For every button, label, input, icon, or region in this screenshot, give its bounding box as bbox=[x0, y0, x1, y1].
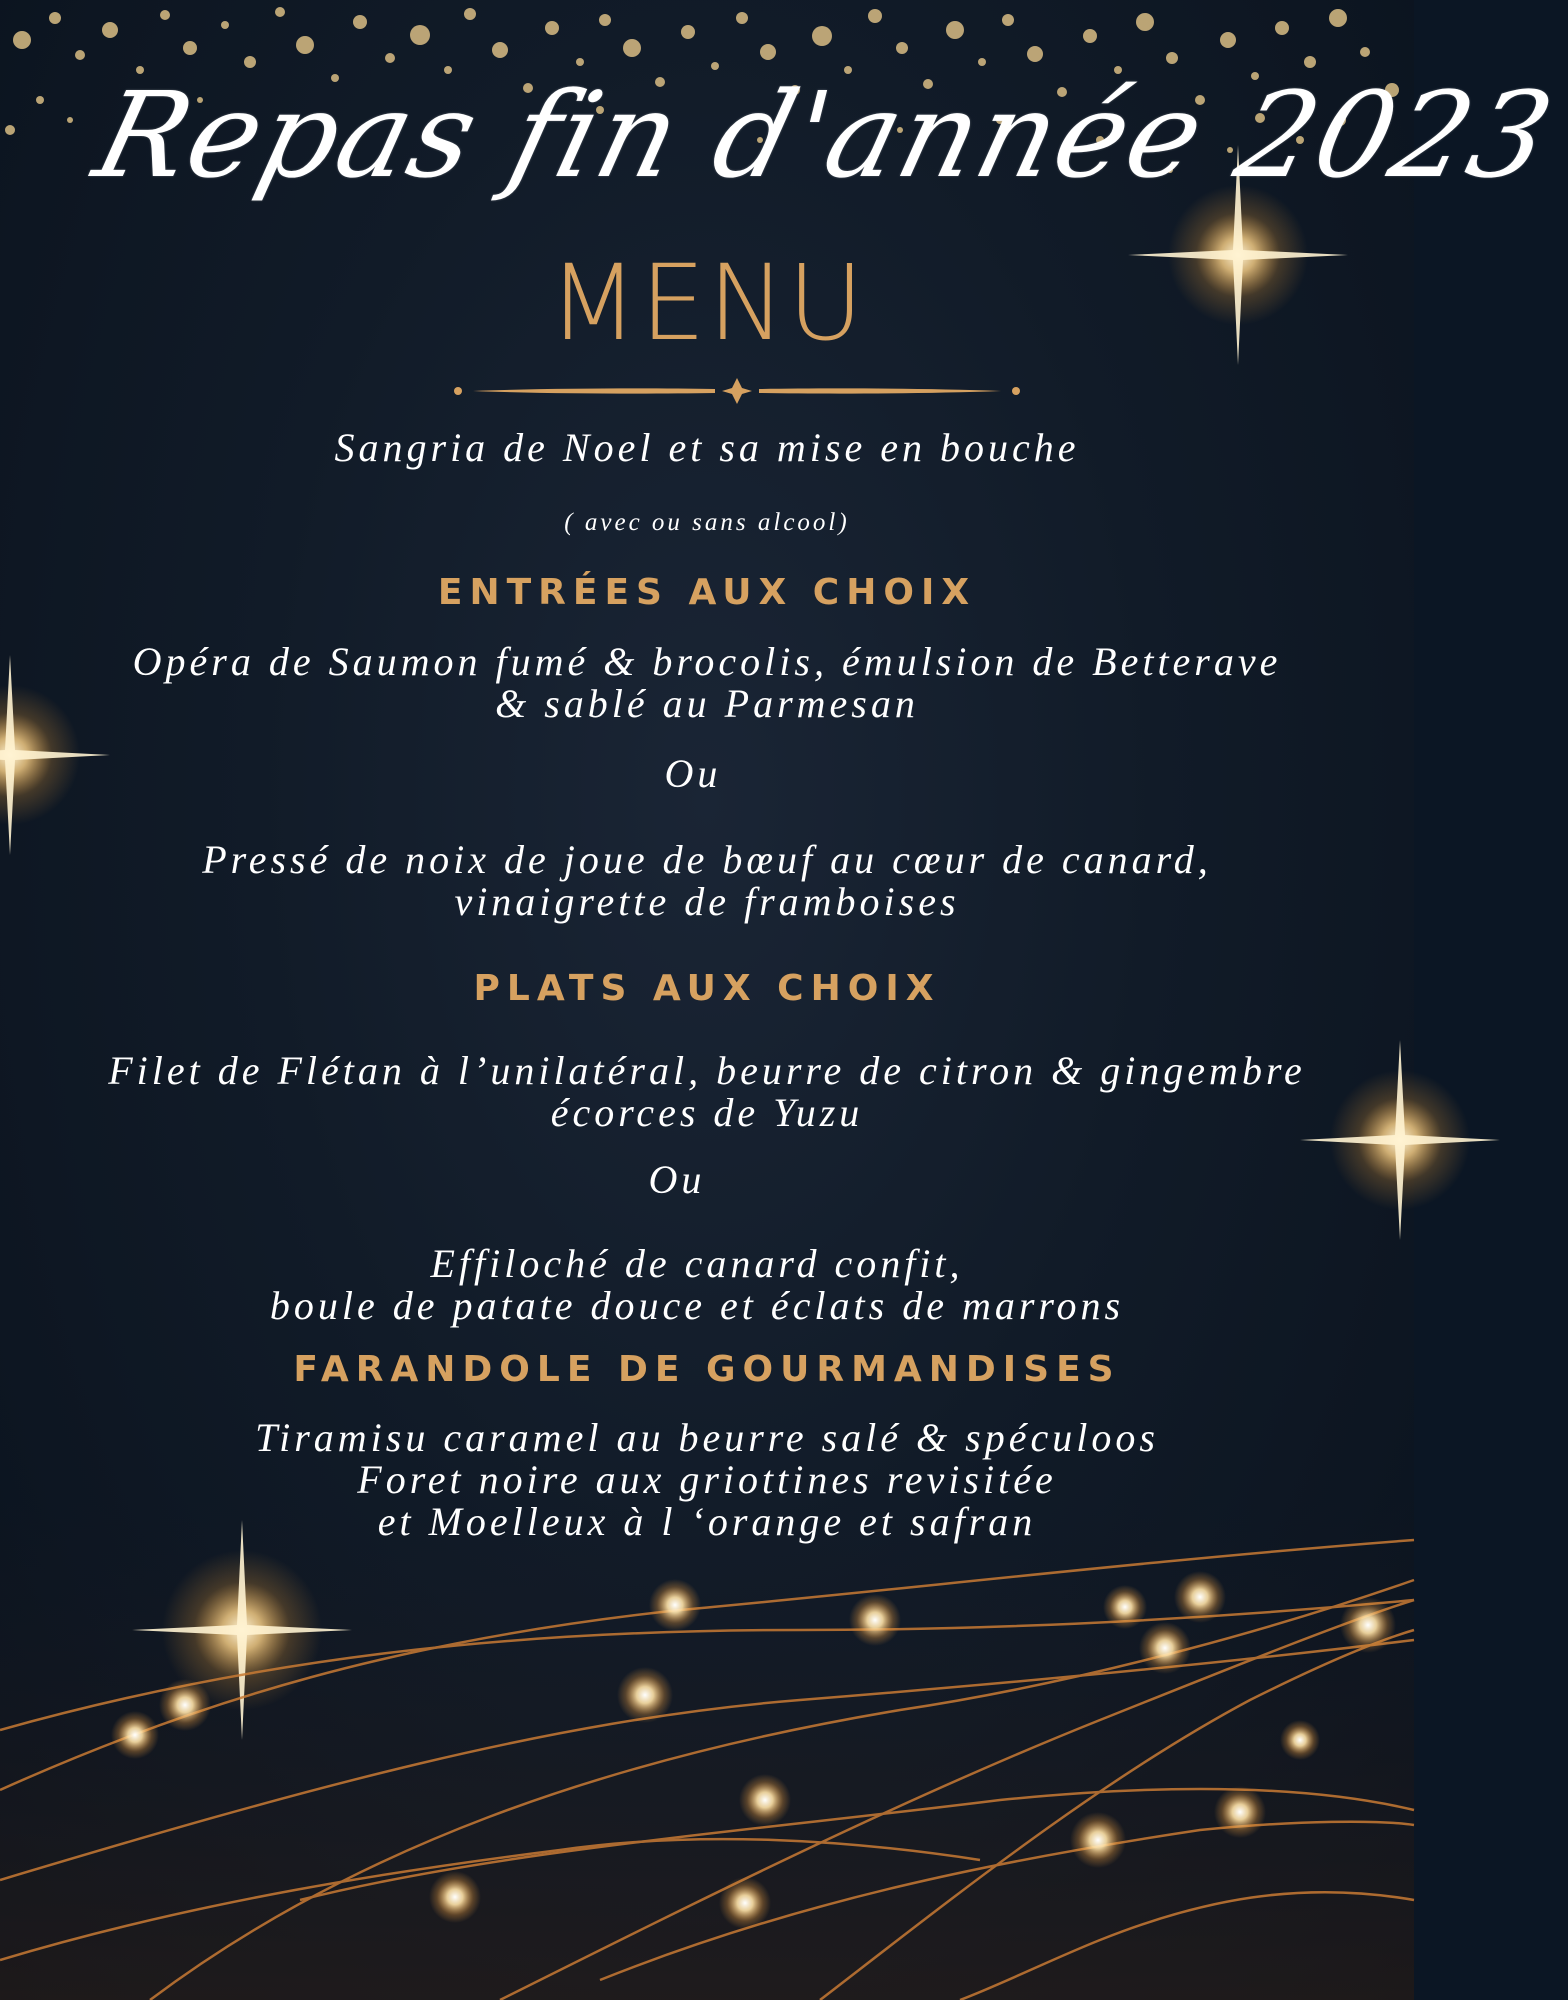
plat-option-2-line-1: Effiloché de canard confit, bbox=[430, 1241, 964, 1286]
menu-title: MENU bbox=[548, 242, 866, 364]
dessert-item-3: et Moelleux à l ‘orange et safran bbox=[377, 1499, 1037, 1544]
entree-option-1-line-1: Opéra de Saumon fumé & brocolis, émulsion de Betterave bbox=[132, 639, 1282, 684]
event-title: Repas fin d'année 2023 bbox=[82, 66, 1567, 204]
plat-option-2-line-2: boule de patate douce et éclats de marrons bbox=[269, 1283, 1125, 1328]
plat-separator: Ou bbox=[648, 1157, 706, 1202]
entree-option-2-line-1: Pressé de noix de joue de bœuf au cœur de canard, bbox=[202, 837, 1212, 882]
ornamental-divider bbox=[453, 376, 1021, 406]
entree-option-1-line-2: & sablé au Parmesan bbox=[495, 681, 919, 726]
dessert-item-2: Foret noire aux griottines revisitée bbox=[357, 1457, 1057, 1502]
aperitif-line: Sangria de Noel et sa mise en bouche bbox=[334, 425, 1080, 470]
plats-heading: PLATS AUX CHOIX bbox=[473, 968, 941, 1009]
desserts-heading: FARANDOLE DE GOURMANDISES bbox=[293, 1349, 1121, 1390]
dessert-item-1: Tiramisu caramel au beurre salé & spéculoos bbox=[255, 1415, 1159, 1460]
plat-option-1-line-1: Filet de Flétan à l’unilatéral, beurre de citron & gingembre bbox=[108, 1048, 1306, 1093]
plat-option-1-line-2: écorces de Yuzu bbox=[550, 1090, 864, 1135]
aperitif-note: ( avec ou sans alcool) bbox=[564, 509, 850, 536]
entree-option-2-line-2: vinaigrette de framboises bbox=[454, 879, 960, 924]
entree-separator: Ou bbox=[664, 751, 722, 796]
entrees-heading: ENTRÉES AUX CHOIX bbox=[437, 572, 977, 613]
